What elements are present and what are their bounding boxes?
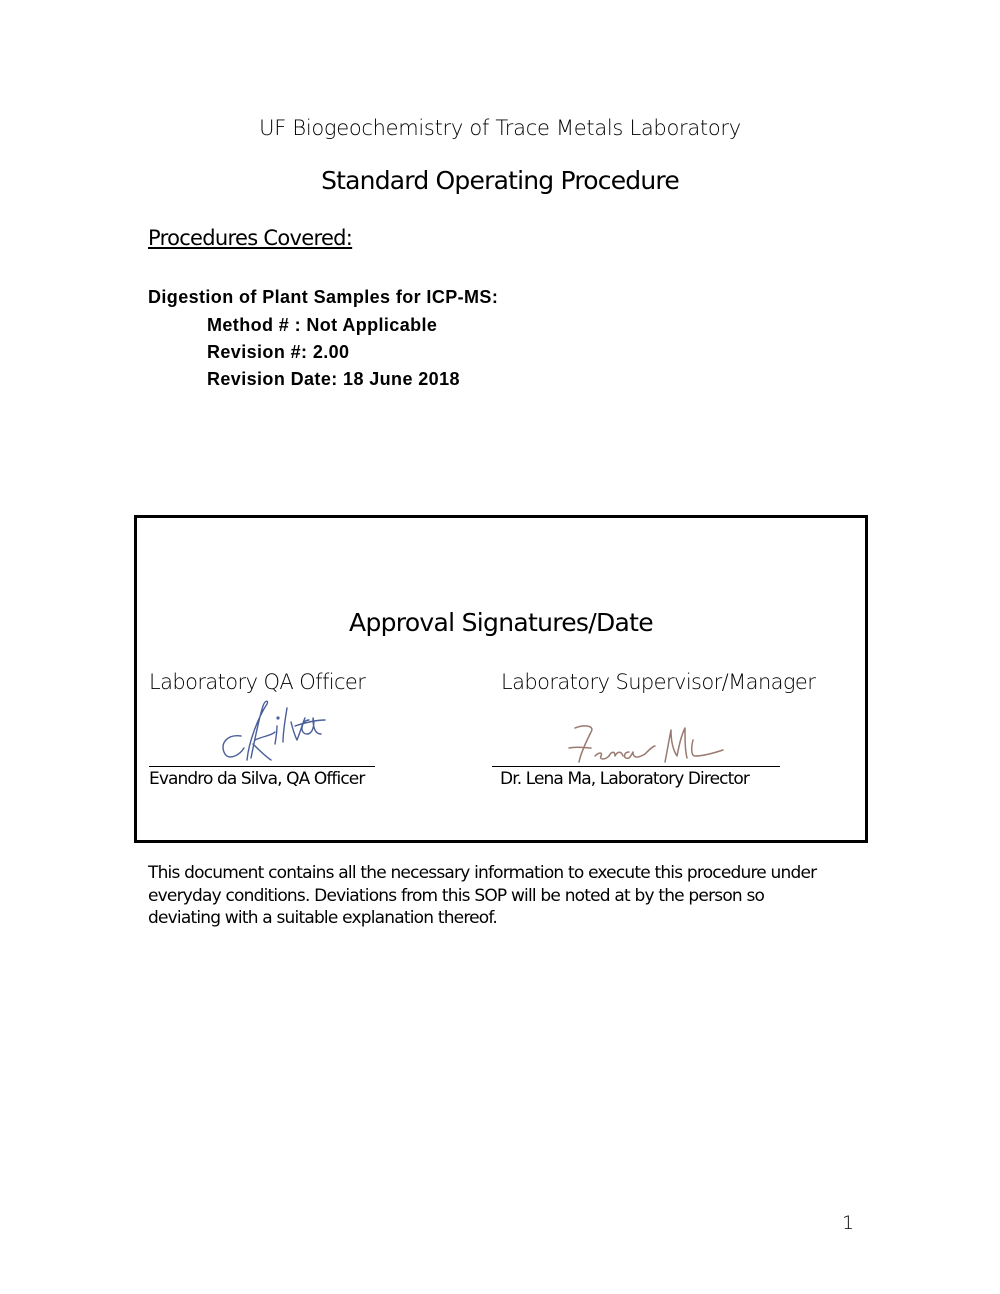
revision-date: Revision Date: 18 June 2018 bbox=[207, 369, 460, 389]
qa-officer-signature bbox=[189, 696, 339, 764]
lab-name: UF Biogeochemistry of Trace Metals Laboratory bbox=[259, 116, 741, 140]
disclaimer-text: This document contains all the necessary information to execute this procedure under everyday conditions. Deviations from this SOP will be noted at by the person so deviating with a suitable explanation thereof. bbox=[148, 863, 817, 928]
qa-officer-name: Evandro da Silva, QA Officer bbox=[149, 769, 365, 789]
document-title: Standard Operating Procedure bbox=[321, 166, 679, 195]
director-signature bbox=[561, 718, 731, 770]
procedure-name: Digestion of Plant Samples for ICP-MS: bbox=[148, 287, 499, 307]
approval-title: Approval Signatures/Date bbox=[349, 608, 653, 637]
qa-officer-signature-line bbox=[149, 766, 375, 767]
approval-signatures-box bbox=[134, 515, 868, 843]
method-number: Method # : Not Applicable bbox=[207, 315, 438, 335]
revision-number: Revision #: 2.00 bbox=[207, 342, 350, 362]
qa-officer-role: Laboratory QA Officer bbox=[149, 670, 366, 694]
page-number: 1 bbox=[842, 1212, 855, 1234]
director-signature-line bbox=[492, 766, 780, 767]
director-name: Dr. Lena Ma, Laboratory Director bbox=[500, 769, 749, 789]
supervisor-role: Laboratory Supervisor/Manager bbox=[501, 670, 816, 694]
procedures-heading: Procedures Covered: bbox=[148, 226, 353, 250]
